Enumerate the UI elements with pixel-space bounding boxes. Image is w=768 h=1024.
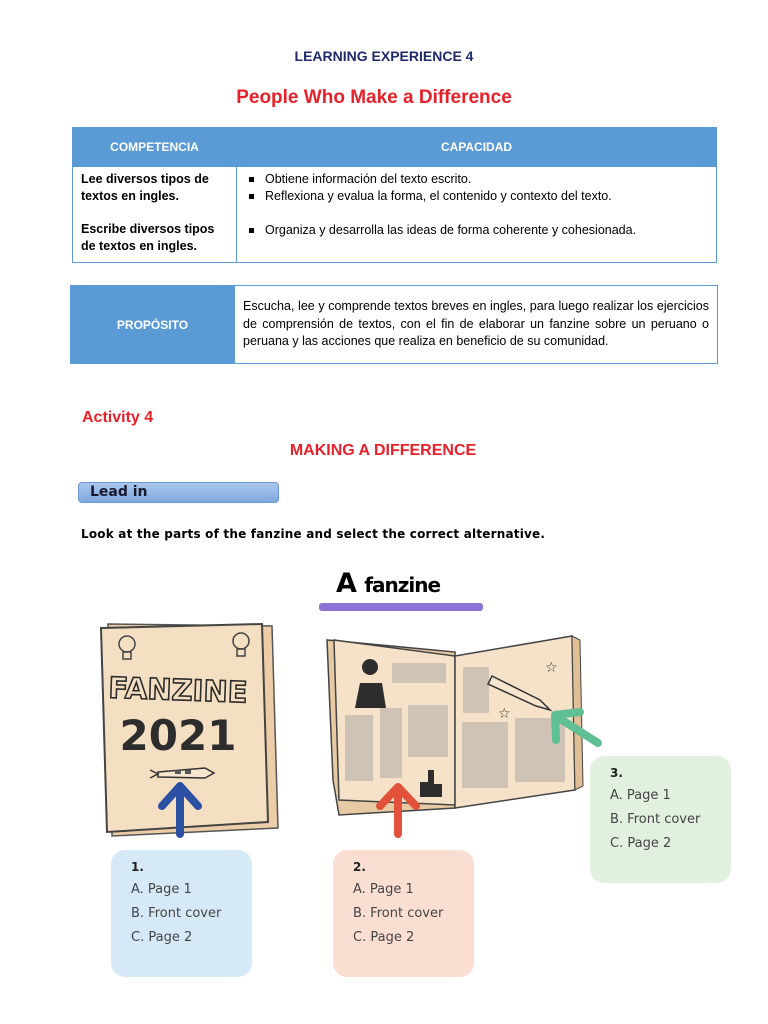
question-number: 1. <box>131 860 144 874</box>
question-number: 3. <box>610 766 623 780</box>
cover-word: FANZINE <box>107 670 249 710</box>
option-a[interactable]: A. Page 1 <box>131 882 192 897</box>
capacity-item: Reflexiona y evalua la forma, el contenido y contexto del texto. <box>245 188 708 205</box>
learning-experience-heading: LEARNING EXPERIENCE 4 <box>294 48 474 64</box>
competencia-header: COMPETENCIA <box>73 128 237 167</box>
option-b[interactable]: B. Front cover <box>610 812 701 827</box>
option-a[interactable]: A. Page 1 <box>353 882 414 897</box>
question-2-options <box>333 850 474 977</box>
fanzine-heading-word: fanzine <box>364 573 441 597</box>
fanzine-cover <box>101 624 278 836</box>
option-c[interactable]: C. Page 2 <box>610 836 672 851</box>
question-number: 2. <box>353 860 366 874</box>
option-a[interactable]: A. Page 1 <box>610 788 671 803</box>
question-3-options <box>590 756 731 883</box>
star-icon: ☆ <box>498 706 511 722</box>
question-1-options <box>111 850 252 977</box>
capacity-item: Organiza y desarrolla las ideas de forma coherente y cohesionada. <box>245 222 708 239</box>
purpose-text: Escucha, lee y comprende textos breves en ingles, para luego realizar los ejercicios de comprensión de textos, con el fin de elaborar un fanzine sobre un peruano o peruana y las acciones que realiza en beneficio de su comunidad. <box>235 286 718 364</box>
lead-in-banner: Lead in <box>78 482 279 503</box>
option-c[interactable]: C. Page 2 <box>353 930 415 945</box>
option-b[interactable]: B. Front cover <box>131 906 222 921</box>
activity-title: MAKING A DIFFERENCE <box>289 442 477 459</box>
fanzine-open-pages <box>327 636 583 815</box>
instruction-text: Look at the parts of the fanzine and select the correct alternative. <box>81 527 546 541</box>
competency-read: Lee diversos tipos de textos en ingles. <box>81 172 209 203</box>
cover-year: 2021 <box>119 711 237 760</box>
option-c[interactable]: C. Page 2 <box>131 930 193 945</box>
purpose-label: PROPÓSITO <box>71 286 235 364</box>
option-b[interactable]: B. Front cover <box>353 906 444 921</box>
page-title: People Who Make a Difference <box>236 87 512 108</box>
fanzine-heading-a: A <box>336 568 356 599</box>
capacity-item: Obtiene información del texto escrito. <box>245 171 708 188</box>
activity-label: Activity 4 <box>82 409 154 426</box>
star-icon: ☆ <box>545 660 558 676</box>
capacidad-header: CAPACIDAD <box>237 128 717 167</box>
competency-write: Escribe diversos tipos de textos en ingles. <box>81 222 215 253</box>
